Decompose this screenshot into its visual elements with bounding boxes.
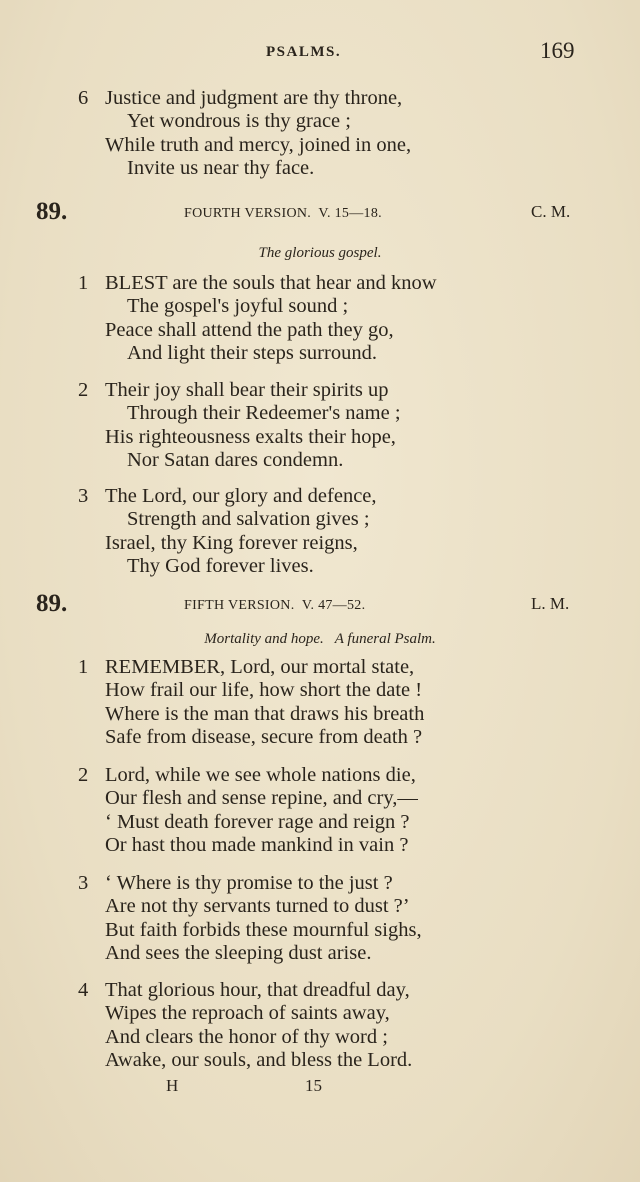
- stanza: [78, 872, 422, 965]
- stanza-line: Invite us near thy face.: [127, 156, 315, 179]
- stanza-line: [78, 764, 418, 787]
- stanza-line: ‘ Must death forever rage and reign ?: [105, 810, 410, 833]
- stanza-line: Wipes the reproach of saints away,: [105, 1002, 390, 1025]
- hymn-subtitle: Mortality and hope. A funeral Psalm.: [204, 631, 436, 647]
- stanza-line: Our flesh and sense repine, and cry,—: [105, 787, 418, 810]
- stanza-line: Where is the man that draws his breath: [105, 702, 425, 725]
- stanza-line: The gospel's joyful sound ;: [127, 295, 349, 318]
- stanza-number: 3: [78, 872, 89, 894]
- stanza-line: [78, 272, 437, 295]
- meter-label: C. M.: [531, 202, 571, 221]
- stanza-line: Peace shall attend the path they go,: [105, 318, 394, 341]
- stanza: [78, 979, 412, 1072]
- stanza-line: [78, 379, 401, 402]
- running-title: PSALMS.: [266, 44, 342, 60]
- stanza-line: Thy God forever lives.: [127, 554, 314, 577]
- signature-mark: H: [166, 1076, 179, 1095]
- stanza-line: And clears the honor of thy word ;: [105, 1025, 388, 1048]
- stanza: [78, 87, 411, 180]
- stanza-line: Israel, thy King forever reigns,: [105, 531, 358, 554]
- hymn-heading: [36, 198, 586, 228]
- stanza-line: [78, 87, 411, 110]
- stanza-line: Yet wondrous is thy grace ;: [127, 110, 351, 133]
- stanza-line: Nor Satan dares condemn.: [127, 448, 344, 471]
- stanza-line: How frail our life, how short the date !: [105, 679, 423, 702]
- stanza-line: [78, 979, 412, 1002]
- stanza: [78, 764, 418, 857]
- line-text: BLEST are the souls that hear and know: [105, 272, 437, 294]
- line-text: ‘ Where is thy promise to the just ?: [105, 872, 393, 894]
- stanza-line: Through their Redeemer's name ;: [127, 402, 401, 425]
- line-text: REMEMBER, Lord, our mortal state,: [105, 656, 415, 678]
- stanza: [78, 272, 437, 365]
- stanza-number: 2: [78, 379, 89, 401]
- stanza-number: 1: [78, 272, 89, 294]
- stanza-number: 3: [78, 485, 89, 507]
- stanza-number: 1: [78, 656, 89, 678]
- page-number: 169: [540, 38, 575, 63]
- hymn-number: 89.: [36, 198, 68, 225]
- meter-label: L. M.: [531, 594, 570, 613]
- version-label: FIFTH VERSION. V. 47—52.: [184, 598, 366, 613]
- stanza-line: [78, 485, 377, 508]
- hymn-subtitle: The glorious gospel.: [258, 245, 382, 261]
- hymn-heading: [36, 590, 586, 620]
- line-text: Their joy shall bear their spirits up: [105, 379, 389, 401]
- stanza-line: While truth and mercy, joined in one,: [105, 133, 412, 156]
- line-text: Lord, while we see whole nations die,: [105, 764, 416, 786]
- stanza-number: 4: [78, 979, 89, 1001]
- stanza-line: Awake, our souls, and bless the Lord.: [105, 1048, 413, 1071]
- stanza-line: Safe from disease, secure from death ?: [105, 725, 423, 748]
- stanza: [78, 656, 424, 749]
- stanza: [78, 379, 401, 472]
- sheet-number: 15: [305, 1076, 322, 1095]
- line-text: That glorious hour, that dreadful day,: [105, 979, 410, 1001]
- stanza-line: And sees the sleeping dust arise.: [105, 941, 372, 964]
- stanza-number: 6: [78, 87, 89, 109]
- line-text: Justice and judgment are thy throne,: [105, 87, 403, 109]
- stanza-line: And light their steps surround.: [127, 341, 377, 364]
- stanza-line: But faith forbids these mournful sighs,: [105, 918, 422, 941]
- stanza: [78, 485, 377, 578]
- hymn-number: 89.: [36, 590, 68, 617]
- stanza-line: [78, 656, 424, 679]
- stanza-number: 2: [78, 764, 89, 786]
- line-text: The Lord, our glory and defence,: [105, 485, 377, 507]
- stanza-line: [78, 872, 422, 895]
- version-label: FOURTH VERSION. V. 15—18.: [184, 206, 382, 221]
- stanza-line: Are not thy servants turned to dust ?’: [105, 895, 410, 918]
- stanza-line: Strength and salvation gives ;: [127, 508, 370, 531]
- stanza-line: Or hast thou made mankind in vain ?: [105, 833, 409, 856]
- stanza-line: His righteousness exalts their hope,: [105, 425, 396, 448]
